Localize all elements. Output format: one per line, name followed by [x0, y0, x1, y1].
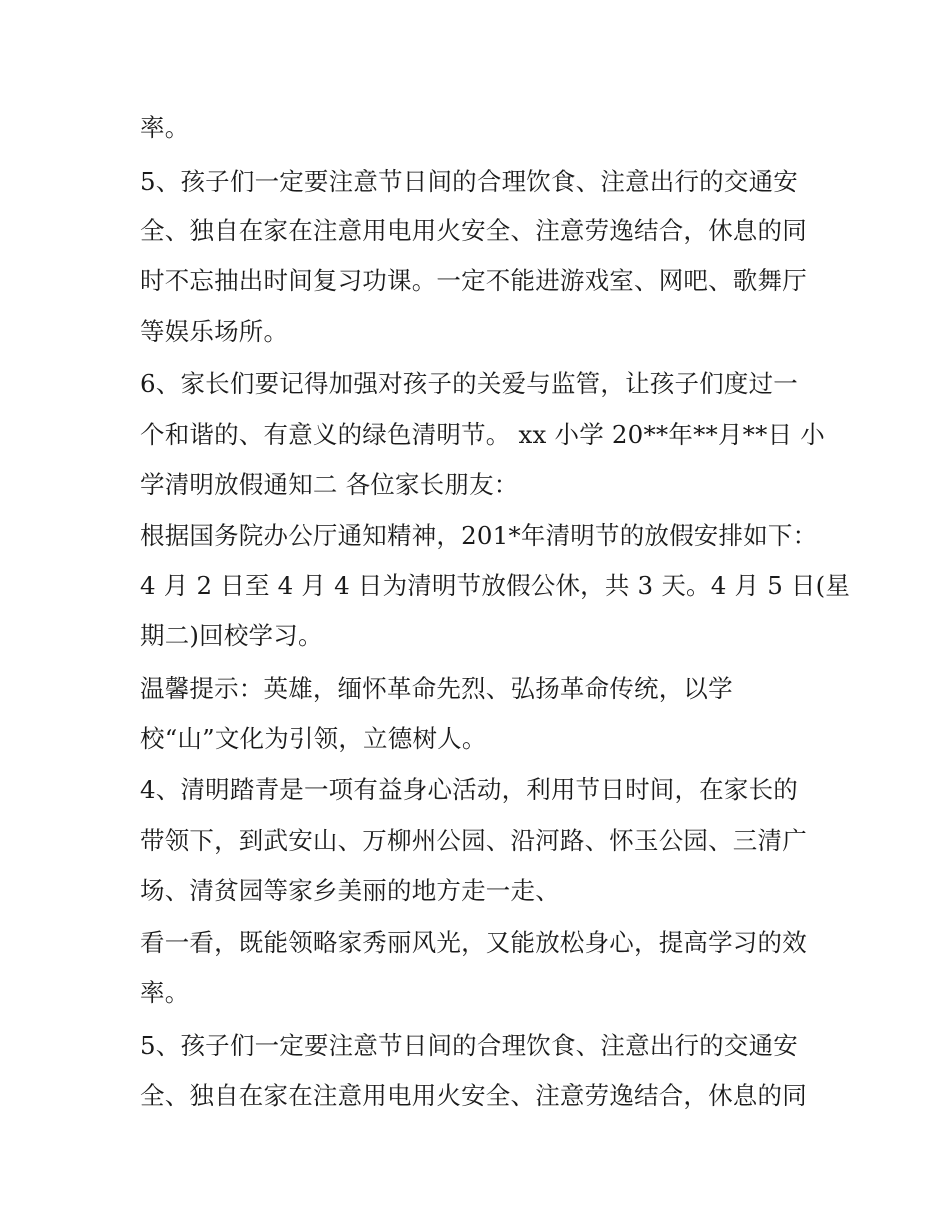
text-line: 率。 — [140, 113, 190, 142]
text-line: 期二)回校学习。 — [140, 621, 323, 650]
text-line: 校“山”文化为引领，立德树人。 — [140, 724, 487, 753]
text-line: 时不忘抽出时间复习功课。一定不能进游戏室、网吧、歌舞厅 — [140, 266, 807, 295]
text-line: 个和谐的、有意义的绿色清明节。 xx 小学 20**年**月**日 小 — [140, 420, 825, 449]
text-line: 4 月 2 日至 4 月 4 日为清明节放假公休，共 3 天。4 月 5 日(星 — [140, 571, 851, 600]
text-line: 5、孩子们一定要注意节日间的合理饮食、注意出行的交通安 — [140, 1031, 798, 1060]
text-line: 带领下，到武安山、万柳州公园、沿河路、怀玉公园、三清广 — [140, 826, 807, 855]
text-line: 4、清明踏青是一项有益身心活动，利用节日时间，在家长的 — [140, 775, 798, 804]
text-line: 温馨提示：英雄，缅怀革命先烈、弘扬革命传统，以学 — [140, 674, 733, 703]
text-line: 5、孩子们一定要注意节日间的合理饮食、注意出行的交通安 — [140, 167, 798, 196]
text-line: 场、清贫园等家乡美丽的地方走一走、 — [140, 876, 560, 905]
text-line: 看一看，既能领略家秀丽风光，又能放松身心，提高学习的效 — [140, 928, 807, 957]
text-line: 全、独自在家在注意用电用火安全、注意劳逸结合，休息的同 — [140, 1081, 807, 1110]
text-line: 根据国务院办公厅通知精神，201*年清明节的放假安排如下： — [140, 521, 818, 550]
text-line: 率。 — [140, 978, 190, 1007]
text-line: 学清明放假通知二 各位家长朋友： — [140, 470, 519, 499]
text-line: 全、独自在家在注意用电用火安全、注意劳逸结合，休息的同 — [140, 216, 807, 245]
text-line: 6、家长们要记得加强对孩子的关爱与监管，让孩子们度过一 — [140, 369, 798, 398]
text-line: 等娱乐场所。 — [140, 317, 289, 346]
